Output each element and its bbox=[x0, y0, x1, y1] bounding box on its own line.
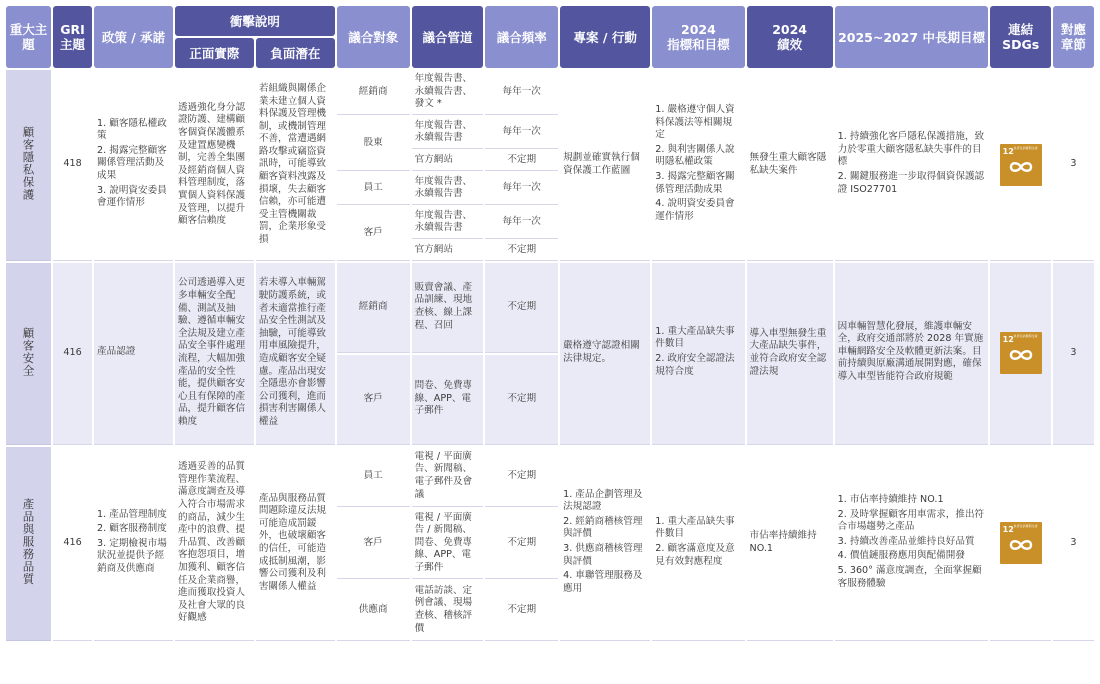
performance-cell: 無發生重大顧客隱私缺失案件 bbox=[747, 70, 833, 261]
list-item: 4. 說明資安委員會運作情形 bbox=[655, 198, 735, 222]
policy-cell-list bbox=[97, 118, 170, 210]
channel-cell: 年度報告書、永續報告書 bbox=[412, 117, 484, 149]
target-cell: 經銷商 bbox=[337, 263, 410, 353]
frequency-cell: 不定期 bbox=[485, 509, 558, 579]
list-item: 3. 供應商稽核管理與評價 bbox=[563, 543, 643, 567]
list-item: 1. 重大產品缺失事件數目 bbox=[655, 515, 735, 540]
kpi-cell-list bbox=[655, 516, 741, 568]
infinity-icon bbox=[1008, 538, 1034, 552]
channel-cell: 問卷、免費專線、APP、電子郵件 bbox=[412, 355, 484, 445]
list-item: 2. 政府安全認證法規符合度 bbox=[655, 353, 735, 377]
header-project: 專案 / 行動 bbox=[560, 6, 650, 68]
topic-label: 顧客隱私保護 bbox=[21, 125, 36, 201]
list-item: 2. 揭露完整顧客關係管理活動及成果 bbox=[97, 144, 167, 182]
sdg-12-badge bbox=[1000, 144, 1042, 186]
list-item: 1. 市佔率持續維持 NO.1 bbox=[837, 493, 944, 505]
list-item: 3. 持續改善產品並維持良好品質 bbox=[837, 535, 975, 547]
long-term-goal-cell-list bbox=[838, 321, 986, 384]
list-item: 因車輛智慧化發展，維護車輛安全，政府交通部將於 2028 年實施車輛網路安全及軟體更新法案。目前持續與原廠溝通展開對應，確保導入車型皆能符合政府規範 bbox=[837, 320, 984, 382]
header-impact-negative: 負面潛在 bbox=[256, 38, 335, 68]
sdg-cell bbox=[990, 70, 1050, 261]
header-topic: 重大主題 bbox=[6, 6, 51, 68]
header-policy: 政策 / 承諾 bbox=[94, 6, 173, 68]
policy-cell-list bbox=[97, 346, 170, 359]
frequency-cell: 每年一次 bbox=[485, 207, 558, 239]
target-cell: 股東 bbox=[337, 117, 410, 171]
sdg-cell bbox=[990, 447, 1050, 641]
list-item: 2. 關鍵服務進一步取得個資保護認證 ISO27701 bbox=[837, 171, 985, 195]
target-cell: 供應商 bbox=[337, 581, 410, 641]
target-cell: 客戶 bbox=[337, 355, 410, 445]
gri-cell: 416 bbox=[53, 263, 92, 445]
table-row bbox=[6, 447, 1094, 507]
impact-negative-cell: 若組織與關係企業未建立個人資料保護及管理機制，或機制管理不善，當遭遇網路攻擊或竊盜資訊時，可能導致顧客資料洩露及損壞，失去顧客信賴，亦可能遭受主管機關裁罰，企業形象受損 bbox=[256, 70, 335, 261]
channel-cell: 電話訪談、定例會議、現場查核、稽核評價 bbox=[412, 581, 484, 641]
esg-material-topics-table-wrapper bbox=[4, 4, 1096, 643]
header-chapter: 對應 章節 bbox=[1053, 6, 1094, 68]
project-cell: 嚴格遵守認證相關法律規定。 bbox=[560, 263, 650, 445]
channel-cell: 官方網站 bbox=[412, 151, 484, 171]
sdg-number: 12 bbox=[1002, 525, 1014, 535]
impact-negative-cell: 產品與服務品質問題除違反法規可能造成罰鍰外，也破壞顧客的信任，可能造成抵制風潮，影響公司獲利及利害關係人權益 bbox=[256, 447, 335, 641]
list-item: 3. 說明資安委員會運作情形 bbox=[97, 184, 167, 209]
list-item: 2. 顧客服務制度 bbox=[97, 523, 167, 535]
impact-negative-cell: 若未導入車輛駕駛防護系統，或者未適當推行產品安全性測試及抽驗，可能導致用車風險提升，造成顧客安全疑慮。產品出現安全隱患亦會影響公司獲利，進而損害利害關係人權益 bbox=[256, 263, 335, 445]
list-item: 2. 經銷商稽核管理與評價 bbox=[563, 515, 643, 540]
sdg-label: 負責任消費與生產 bbox=[1013, 145, 1038, 150]
header-channel: 議合管道 bbox=[412, 6, 484, 68]
topic-cell bbox=[6, 263, 51, 445]
list-item: 2. 及時掌握顧客用車需求，推出符合市場趨勢之產品 bbox=[837, 508, 985, 533]
topic-cell bbox=[6, 70, 51, 261]
header-sdgs: 連結 SDGs bbox=[990, 6, 1050, 68]
sdg-12-badge bbox=[1000, 332, 1042, 374]
header-impact: 衝擊說明 bbox=[175, 6, 335, 36]
sdg-number: 12 bbox=[1002, 335, 1014, 345]
topic-label: 產品與服務品質 bbox=[21, 497, 36, 586]
list-item: 4. 車聯管理服務及應用 bbox=[563, 570, 643, 594]
long-term-goal-cell-list bbox=[838, 131, 986, 196]
long-term-goal-cell-list bbox=[838, 494, 986, 590]
target-cell: 客戶 bbox=[337, 509, 410, 579]
frequency-cell: 不定期 bbox=[485, 447, 558, 507]
sdg-label: 負責任消費與生產 bbox=[1013, 524, 1038, 529]
project-cell: 規劃並確實執行個資保護工作藍圖 bbox=[560, 70, 650, 261]
kpi-cell-list bbox=[655, 326, 741, 378]
material-topics-table bbox=[4, 4, 1096, 643]
target-cell: 員工 bbox=[337, 173, 410, 205]
kpi-cell bbox=[652, 70, 744, 261]
list-item: 3. 揭露完整顧客關係管理活動成果 bbox=[655, 171, 735, 195]
table-row bbox=[6, 263, 1094, 353]
channel-cell: 年度報告書、永續報告書 bbox=[412, 207, 484, 239]
project-cell-list bbox=[563, 489, 647, 596]
sdg-number: 12 bbox=[1002, 146, 1014, 156]
table-body bbox=[6, 70, 1094, 641]
chapter-cell: 3 bbox=[1053, 70, 1094, 261]
channel-cell: 年度報告書、永續報告書、發文 * bbox=[412, 70, 484, 115]
sdg-cell bbox=[990, 263, 1050, 445]
topic-label: 顧客安全 bbox=[21, 326, 36, 377]
list-item: 產品認證 bbox=[97, 345, 136, 357]
frequency-cell: 不定期 bbox=[485, 151, 558, 171]
list-item: 1. 嚴格遵守個人資料保護法等相關規定 bbox=[655, 104, 735, 141]
target-cell: 員工 bbox=[337, 447, 410, 507]
header-long-term-goal: 2025~2027 中長期目標 bbox=[835, 6, 989, 68]
kpi-cell bbox=[652, 447, 744, 641]
target-cell: 客戶 bbox=[337, 207, 410, 261]
header-frequency: 議合頻率 bbox=[485, 6, 558, 68]
frequency-cell: 每年一次 bbox=[485, 117, 558, 149]
gri-cell: 418 bbox=[53, 70, 92, 261]
project-cell bbox=[560, 447, 650, 641]
list-item: 2. 與利害關係人說明隱私權政策 bbox=[655, 143, 735, 168]
header-target: 議合對象 bbox=[337, 6, 410, 68]
performance-cell: 導入車型無發生重大產品缺失事件，並符合政府安全認證法規 bbox=[747, 263, 833, 445]
target-cell: 經銷商 bbox=[337, 70, 410, 115]
list-item: 5. 360° 滿意度調查，全面掌握顧客服務體驗 bbox=[837, 564, 982, 589]
header-kpi: 2024 指標和目標 bbox=[652, 6, 744, 68]
impact-positive-cell: 透過強化身分認證防護、建構顧客個資保護體系及建置應變機制，完善全集團及經銷商個人資料管理制度，落實個人資料保護及管理，以提升顧客信賴度 bbox=[175, 70, 254, 261]
list-item: 2. 顧客滿意度及意見有效對應程度 bbox=[655, 543, 735, 567]
list-item: 1. 顧客隱私權政策 bbox=[97, 117, 167, 142]
sdg-label: 負責任消費與生產 bbox=[1013, 334, 1038, 339]
gri-cell: 416 bbox=[53, 447, 92, 641]
sdg-12-badge bbox=[1000, 522, 1042, 564]
frequency-cell: 不定期 bbox=[485, 355, 558, 445]
chapter-cell: 3 bbox=[1053, 447, 1094, 641]
list-item: 1. 重大產品缺失事件數目 bbox=[655, 325, 735, 350]
channel-cell: 販賣會議、產品訓練、現地查核、線上課程、召回 bbox=[412, 263, 484, 353]
header-gri: GRI 主題 bbox=[53, 6, 92, 68]
policy-cell bbox=[94, 263, 173, 445]
channel-cell: 年度報告書、永續報告書 bbox=[412, 173, 484, 205]
long-term-goal-cell bbox=[835, 70, 989, 261]
policy-cell bbox=[94, 70, 173, 261]
frequency-cell: 不定期 bbox=[485, 581, 558, 641]
kpi-cell bbox=[652, 263, 744, 445]
long-term-goal-cell bbox=[835, 447, 989, 641]
frequency-cell: 每年一次 bbox=[485, 173, 558, 205]
list-item: 4. 價值鏈服務應用與配備開發 bbox=[837, 550, 965, 562]
list-item: 3. 定期檢視市場狀況並提供予經銷商及供應商 bbox=[97, 537, 167, 574]
kpi-cell-list bbox=[655, 104, 741, 223]
topic-cell bbox=[6, 447, 51, 641]
frequency-cell: 不定期 bbox=[485, 241, 558, 261]
list-item: 1. 持續強化客戶隱私保護措施，致力於零重大顧客隱私缺失事件的目標 bbox=[837, 131, 985, 168]
header-performance: 2024 績效 bbox=[747, 6, 833, 68]
frequency-cell: 不定期 bbox=[485, 263, 558, 353]
header-impact-positive: 正面實際 bbox=[175, 38, 254, 68]
long-term-goal-cell bbox=[835, 263, 989, 445]
channel-cell: 電視 / 平面廣告、新聞稿、電子郵件及會議 bbox=[412, 447, 484, 507]
policy-cell-list bbox=[97, 509, 170, 576]
infinity-icon bbox=[1008, 160, 1034, 174]
policy-cell bbox=[94, 447, 173, 641]
channel-cell: 官方網站 bbox=[412, 241, 484, 261]
infinity-icon bbox=[1008, 348, 1034, 362]
list-item: 1. 產品管理制度 bbox=[97, 508, 167, 520]
channel-cell: 電視 / 平面廣告 / 新聞稿、問卷、免費專線、APP、電子郵件 bbox=[412, 509, 484, 579]
impact-positive-cell: 公司透過導入更多車輛安全配備、測試及抽驗、遵循車輛安全法規及建立產品安全事件處理流程，大幅加強產品的安全性能，提供顧客安心且有保障的產品，提升顧客信賴度 bbox=[175, 263, 254, 445]
list-item: 1. 產品企劃管理及法規認證 bbox=[563, 488, 643, 513]
chapter-cell: 3 bbox=[1053, 263, 1094, 445]
performance-cell: 市佔率持續維持 NO.1 bbox=[747, 447, 833, 641]
table-row bbox=[6, 70, 1094, 115]
impact-positive-cell: 透過妥善的品質管理作業流程、滿意度調查及導入符合市場需求的商品，減少生產中的浪費、提升品質、改善顧客抱怨項目，增加獲利、顧客信任及企業商譽，進而獲取投資人及社會大眾的良好觀感 bbox=[175, 447, 254, 641]
frequency-cell: 每年一次 bbox=[485, 70, 558, 115]
